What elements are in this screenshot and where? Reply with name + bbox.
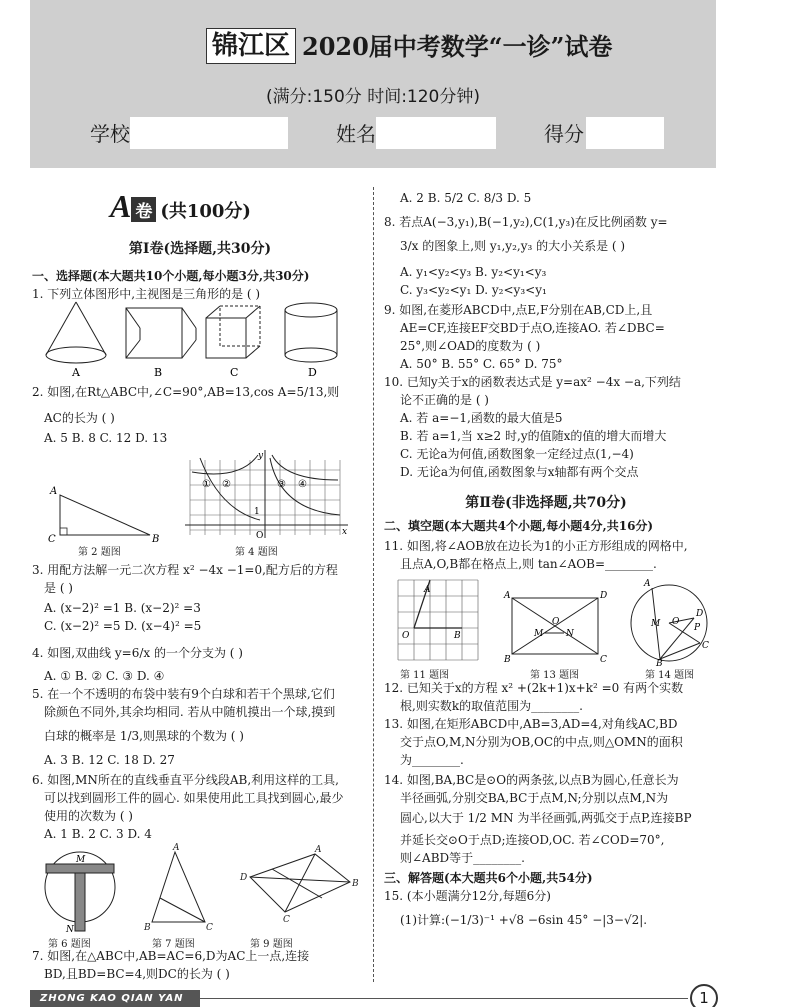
svg-text:A: A [504, 591, 511, 601]
svg-text:①: ① [202, 479, 211, 490]
svg-text:N: N [66, 925, 74, 934]
q14-line3: 圆心,以大于 1/2 MN 为半径画弧,两弧交于点P,连接BP [400, 811, 692, 825]
q1: 1. 下列立体图形中,主视图是三角形的是 ( ) [32, 287, 261, 301]
q4: 4. 如图,双曲线 y=6/x 的一个分支为 ( ) [32, 646, 243, 660]
footer-line [200, 998, 688, 999]
svg-text:③: ③ [277, 479, 286, 490]
svg-text:M: M [651, 619, 661, 629]
svg-text:O: O [672, 617, 680, 627]
svg-text:A: A [173, 843, 180, 853]
q13-line1: 13. 如图,在矩形ABCD中,AB=3,AD=4,对角线AC,BD [384, 717, 678, 731]
q6-line1: 6. 如图,MN所在的直线垂直平分线段AB,利用这样的工具, [32, 773, 339, 787]
q11-line2: 且点A,O,B都在格点上,则 tan∠AOB=________. [400, 557, 657, 571]
q1-label-c: C [230, 366, 239, 379]
q14-line1: 14. 如图,BA,BC是⊙O的两条弦,以点B为圆心,任意长为 [384, 773, 679, 787]
q13-line2: 交于点O,M,N分别为OB,OC的中点,则△OMN的面积 [400, 735, 683, 749]
q2-line1: 2. 如图,在Rt△ABC中,∠C=90°,AB=13,cos A=5/13,则 [32, 385, 340, 399]
svg-text:C: C [702, 641, 709, 651]
svg-text:C: C [600, 655, 607, 665]
svg-text:B: B [352, 879, 359, 889]
q10-option-c: C. 无论a为何值,函数图象一定经过点(1,−4) [400, 447, 634, 461]
school-field[interactable] [130, 117, 288, 149]
svg-text:D: D [600, 591, 608, 601]
svg-text:B: B [504, 655, 511, 665]
q5-line1: 5. 在一个不透明的布袋中装有9个白球和若干个黑球,它们 [32, 687, 335, 701]
q8-options-ab: A. y₁<y₂<y₃ B. y₂<y₁<y₃ [400, 265, 547, 279]
svg-text:A: A [424, 585, 431, 595]
svg-text:④: ④ [298, 479, 307, 490]
svg-text:C: C [283, 915, 290, 925]
page-number: 1 [690, 984, 718, 1007]
solution-heading: 三、解答题(本大题共6个小题,共54分) [384, 871, 593, 885]
cube-figure [206, 306, 260, 358]
q14-line2: 半径画弧,分别交BA,BC于点M,N;分别以点M,N为 [400, 791, 669, 805]
mcq-heading: 一、选择题(本大题共10个小题,每小题3分,共30分) [32, 269, 310, 283]
svg-text:C: C [206, 923, 213, 933]
exam-header [30, 6, 716, 168]
q3-line2: 是 ( ) [44, 581, 73, 595]
q6-q7-q9-figures [40, 842, 360, 934]
q9-line2: AE=CF,连接EF交BD于点O,连接AO. 若∠DBC= [400, 321, 665, 335]
q3-options-cd: C. (x−2)² =5 D. (x−4)² =5 [44, 619, 202, 633]
q9-options: A. 50° B. 55° C. 65° D. 75° [400, 357, 563, 371]
q12-line1: 12. 已知关于x的方程 x² +(2k+1)x+k² =0 有两个实数 [384, 681, 684, 695]
q5-line3: 白球的概率是 1/3,则黑球的个数为 ( ) [44, 729, 244, 743]
q10-option-a: A. 若 a=−1,函数的最大值是5 [400, 411, 563, 425]
q1-label-b: B [154, 366, 163, 379]
name-label: 姓名 [336, 122, 376, 146]
column-divider [373, 187, 374, 982]
fig2-caption: 第 2 题图 [78, 547, 121, 558]
svg-text:B: B [454, 631, 461, 641]
q8-line1: 8. 若点A(−3,y₁),B(−1,y₂),C(1,y₃)在反比例函数 y= [384, 215, 668, 229]
svg-text:N: N [566, 629, 574, 639]
q7-figure [143, 843, 213, 933]
q4-figure [180, 450, 360, 545]
q4-options: A. ① B. ② C. ③ D. ④ [44, 669, 165, 683]
svg-text:A: A [50, 486, 58, 497]
fig13-caption: 第 13 题图 [530, 670, 580, 681]
q14-line5: 则∠ABD等于________. [400, 851, 525, 865]
exam-title: 2020届中考数学“一诊”试卷 [302, 32, 613, 61]
svg-text:P: P [694, 623, 701, 633]
svg-text:A: A [315, 845, 322, 855]
q2-figure [40, 480, 160, 545]
section-a-title [110, 188, 251, 225]
svg-text:A: A [644, 579, 651, 589]
svg-text:O: O [256, 531, 264, 541]
q15-heading: 15. (本小题满分12分,每题6分) [384, 889, 551, 903]
score-field[interactable] [586, 117, 664, 149]
q10-option-d: D. 无论a为何值,函数图象与x轴都有两个交点 [400, 465, 639, 479]
svg-text:y: y [258, 451, 264, 461]
q10-option-b: B. 若 a=1,当 x≥2 时,y的值随x的值的增大而增大 [400, 429, 667, 443]
prism-figure [126, 308, 196, 358]
q5-options: A. 3 B. 12 C. 18 D. 27 [44, 753, 175, 767]
q3-options-ab: A. (x−2)² =1 B. (x−2)² =3 [44, 601, 201, 615]
svg-text:D: D [696, 609, 704, 619]
footer-brand: ZHONG KAO QIAN YAN [30, 990, 200, 1007]
school-label: 学校 [90, 122, 130, 146]
q7-line1: 7. 如图,在△ABC中,AB=AC=6,D为AC上一点,连接 [32, 949, 310, 963]
svg-text:O: O [552, 617, 560, 627]
q8-line2: 3/x 的图象上,则 y₁,y₂,y₃ 的大小关系是 ( ) [400, 239, 626, 253]
svg-text:x: x [342, 527, 348, 537]
q9-line1: 9. 如图,在菱形ABCD中,点E,F分别在AB,CD上,且 [384, 303, 653, 317]
cylinder-figure [285, 303, 337, 362]
q1-label-a: A [72, 366, 80, 379]
svg-text:O: O [402, 631, 410, 641]
section-a-points: (共100分) [160, 201, 251, 222]
q12-line2: 根,则实数k的取值范围为________. [400, 699, 583, 713]
q11-q13-q14-figures [394, 578, 714, 666]
q11-line1: 11. 如图,将∠AOB放在边长为1的小正方形组成的网格中, [384, 539, 688, 553]
cone-figure [46, 302, 106, 363]
fig6-caption: 第 6 题图 [48, 939, 91, 950]
fig9-caption: 第 9 题图 [250, 939, 293, 950]
svg-text:M: M [76, 855, 86, 865]
section-a-letter: A [110, 188, 132, 224]
q6-figure [45, 852, 115, 934]
q8-options-cd: C. y₃<y₂<y₁ D. y₂<y₃<y₁ [400, 283, 547, 297]
q9-figure [239, 845, 359, 925]
svg-text:B: B [144, 923, 151, 933]
q14-line4: 并延长交⊙O于点D;连接OD,OC. 若∠COD=70°, [400, 833, 665, 847]
q13-line3: 为________. [400, 753, 464, 767]
q7-options: A. 2 B. 5/2 C. 8/3 D. 5 [400, 191, 532, 205]
q9-line3: 25°,则∠OAD的度数为 ( ) [400, 339, 541, 353]
svg-text:②: ② [222, 479, 231, 490]
exam-subtitle: (满分:150分 时间:120分钟) [265, 87, 481, 107]
q3-line1: 3. 用配方法解一元二次方程 x² −4x −1=0,配方后的方程 [32, 563, 338, 577]
fig4-caption: 第 4 题图 [235, 547, 278, 558]
q1-label-d: D [308, 366, 317, 379]
svg-text:D: D [240, 873, 248, 883]
part2-title: 第Ⅱ卷(非选择题,共70分) [465, 495, 627, 511]
q2-options: A. 5 B. 8 C. 12 D. 13 [44, 431, 168, 445]
q1-figures [36, 300, 366, 380]
q7-line2: BD,且BD=BC=4,则DC的长为 ( ) [44, 967, 230, 981]
fill-heading: 二、填空题(本大题共4个小题,每小题4分,共16分) [384, 519, 654, 533]
svg-text:B: B [656, 659, 663, 666]
part1-title: 第Ⅰ卷(选择题,共30分) [128, 241, 272, 257]
svg-text:1: 1 [254, 507, 260, 517]
svg-text:C: C [48, 534, 56, 545]
svg-text:B: B [152, 534, 160, 545]
q10-line2: 论不正确的是 ( ) [400, 393, 489, 407]
q5-line2: 除颜色不同外,其余均相同. 若从中随机摸出一个球,摸到 [44, 705, 336, 719]
fig7-caption: 第 7 题图 [152, 939, 195, 950]
q6-line2: 可以找到圆形工件的圆心. 如果使用此工具找到圆心,最少 [44, 791, 344, 805]
q2-line2: AC的长为 ( ) [44, 411, 115, 425]
q15-part1: (1)计算:(−1/3)⁻¹ +√8 −6sin 45° −|3−√2|. [400, 913, 648, 927]
fig14-caption: 第 14 题图 [645, 670, 695, 681]
fig11-caption: 第 11 题图 [400, 670, 450, 681]
svg-text:M: M [534, 629, 544, 639]
q6-options: A. 1 B. 2 C. 3 D. 4 [44, 827, 152, 841]
q6-line3: 使用的次数为 ( ) [44, 809, 133, 823]
section-a-juan: 卷 [131, 197, 156, 222]
q10-line1: 10. 已知y关于x的函数表达式是 y=ax² −4x −a,下列结 [384, 375, 681, 389]
score-label: 得分 [544, 122, 584, 146]
q11-grid [398, 580, 478, 660]
district-title: 锦江区 [206, 28, 296, 64]
name-field[interactable] [376, 117, 496, 149]
